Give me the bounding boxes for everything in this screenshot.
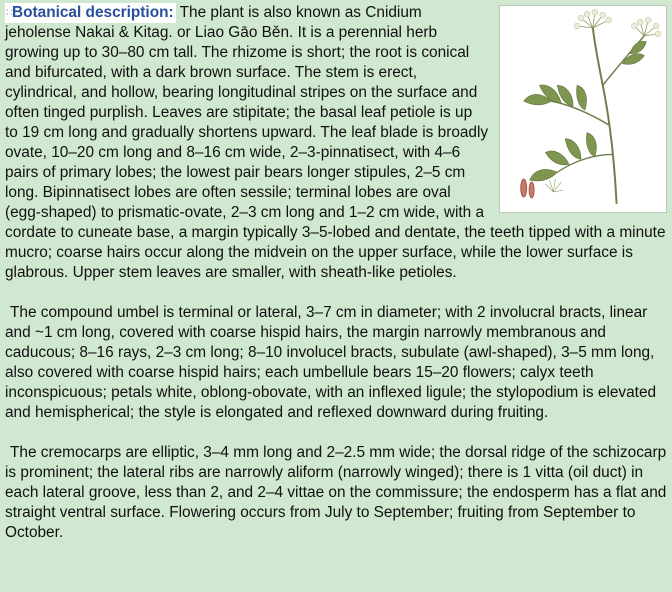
botanical-description-section	[5, 3, 667, 543]
section-heading-badge	[5, 3, 176, 23]
section-heading: Botanical description:	[12, 4, 174, 21]
paragraph-3: The cremocarps are elliptic, 3–4 mm long and 2–2.5 mm wide; the dorsal ridge of the schizocarp is prominent; the lateral ribs are narrowly aliform (narrowly winged); there is 1 vitta (oil duct) in each lateral groove, less than 2, and 2–4 vittae on the commissure; the endosperm has a flat and straight ventral surface. Flowering occurs from July to September; fruiting from September to October.	[5, 444, 667, 541]
botanical-plant-illustration-icon	[500, 6, 666, 212]
paragraph-1-text: The plant is also known as Cnidium jeholense Nakai & Kitag. or Liao Gāo Běn. It is a perennial herb growing up to 30–80 cm tall. The rhizome is short; the root is conical and bifurcated, with a dark brown surface. The stem is erect, cylindrical, and hollow, bearing longitudinal stripes on the surface and often tinged purplish. Leaves are stipitate; the basal leaf petiole is up to 19 cm long and gradually shortens upward. The leaf blade is broadly ovate, 10–20 cm long and 8–16 cm wide, 2–3-pinnatisect, with 4–6 pairs of primary lobes; the lowest pair bears longer stipules, 2–5 cm long. Bipinnatisect lobes are often sessile; terminal lobes are oval (egg-shaped) to prismatic-ovate, 2–3 cm long and 1–2 cm wide, with a cordate to cuneate base, a margin typically 3–5-lobed and dentate, the teeth tipped with a minute mucro; coarse hairs occur along the midvein on the upper surface, while the lower surface is glabrous. Upper stem leaves are smaller, with sheath-like petioles.	[5, 4, 666, 281]
plant-illustration	[499, 5, 667, 213]
dotted-bullet-icon: ∷	[6, 7, 12, 19]
paragraph-2: The compound umbel is terminal or lateral, 3–7 cm in diameter; with 2 involucral bracts, linear and ~1 cm long, covered with coarse hispid hairs, the margin narrowly membranous and caducous; 8–16 rays, 2–3 cm long; 8–10 involucel bracts, subulate (awl-shaped), 3–5 mm long, also covered with coarse hispid hairs; each umbellule bears 15–20 flowers; calyx teeth inconspicuous; petals white, oblong-obovate, with an inflexed ligule; the stylopodium is elevated and hemispherical; the style is elongated and reflexed downward during fruiting.	[5, 304, 657, 421]
